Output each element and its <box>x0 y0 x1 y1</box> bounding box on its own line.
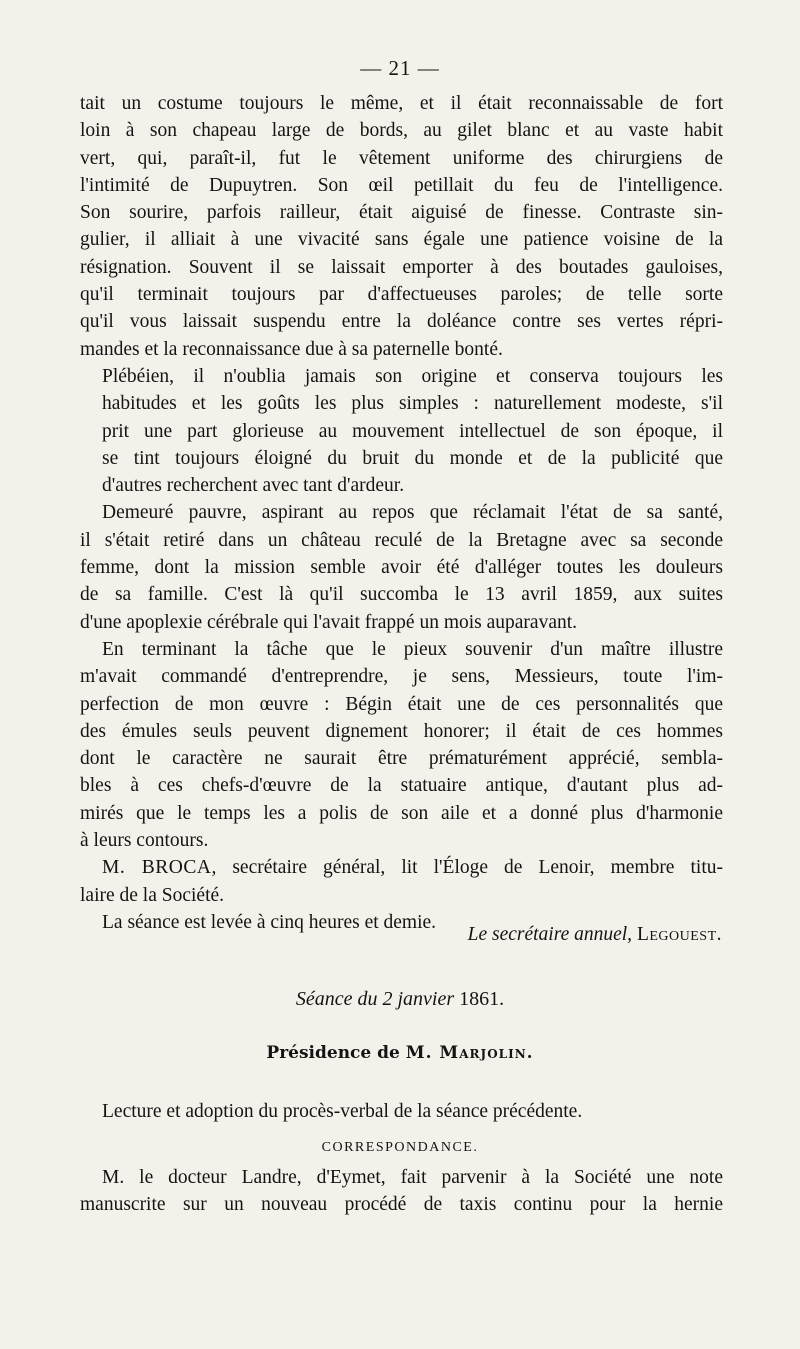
text-line: Son sourire, parfois railleur, était aiguisé de finesse. Contraste sin- <box>80 202 723 224</box>
text-line: Lecture et adoption du procès-verbal de la séance précédente. <box>102 1101 583 1122</box>
text-line: femme, dont la mission semble avoir été d'alléger toutes les douleurs <box>80 557 723 579</box>
speaker-name: M. BROCA <box>102 857 212 879</box>
minutes-text <box>80 1098 723 1125</box>
text-line: dont le caractère ne saurait être prématurément apprécié, sembla- <box>80 748 723 770</box>
session-heading <box>0 988 800 1011</box>
text-line: manuscrite sur un nouveau procédé de taxis continu pour la hernie <box>80 1194 723 1216</box>
text-line: mandes et la reconnaissance due à sa paternelle bonté. <box>80 338 503 360</box>
text-line: Plébéien, il n'oublia jamais son origine et conserva toujours les <box>102 365 723 387</box>
text-line: bles à ces chefs-d'œuvre de la statuaire antique, d'autant plus ad- <box>80 775 723 797</box>
text-line: habitudes et les goûts les plus simples : naturellement modeste, s'il <box>102 393 723 415</box>
text-line: La séance est levée à cinq heures et demie. <box>102 911 437 933</box>
text-line: Demeuré pauvre, aspirant au repos que réclamait l'état de sa santé, <box>102 502 723 524</box>
text-line: qu'il vous laissait suspendu entre la doléance contre ses vertes répri- <box>80 311 723 333</box>
signature-line <box>468 924 722 946</box>
text-line: vert, qui, paraît-il, fut le vêtement uniforme des chirurgiens de <box>80 147 723 169</box>
page-number: — 21 — <box>360 56 440 80</box>
paragraph-costume <box>80 90 723 363</box>
text-line: perfection de mon œuvre : Bégin était une de ces personnalités que <box>80 693 723 715</box>
paragraph-plebeien <box>80 363 723 499</box>
signature-role: Le secrétaire annuel, <box>467 924 633 945</box>
text-line: gulier, il alliait à une vivacité sans égale une patience voisine de la <box>80 229 723 251</box>
text-line: tait un costume toujours le même, et il était reconnaissable de fort <box>80 93 723 114</box>
text-line: l'intimité de Dupuytren. Son œil petillait du feu de l'intelligence. <box>80 174 723 196</box>
text-line: En terminant la tâche que le pieux souvenir d'un maître illustre <box>102 638 723 660</box>
paragraph-broca <box>80 854 723 909</box>
text-line: à leurs contours. <box>80 830 209 852</box>
presidency-heading <box>0 1043 800 1063</box>
text-line: il s'était retiré dans un château reculé de la Bretagne avec sa seconde <box>80 529 723 551</box>
presidency-name: M. Marjolin. <box>405 1043 534 1063</box>
text-line: d'une apoplexie cérébrale qui l'avait frappé un mois auparavant. <box>80 611 578 633</box>
text-line: de sa famille. C'est là qu'il succomba le 13 avril 1859, aux suites <box>80 584 723 606</box>
text-line: M. le docteur Landre, d'Eymet, fait parvenir à la Société une note <box>102 1167 723 1188</box>
text-line: laire de la Société. <box>80 884 225 906</box>
paragraph-en-terminant <box>80 636 723 854</box>
signature-name: Legouest. <box>636 924 722 945</box>
text-line: des émules seuls peuvent dignement honorer; il était de ces hommes <box>80 720 723 742</box>
body-text <box>80 90 723 936</box>
correspondence-heading: CORRESPONDANCE. <box>321 1140 479 1155</box>
text-line <box>80 854 723 881</box>
session-year: 1861. <box>459 988 505 1010</box>
text-line: se tint toujours éloigné du bruit du monde et de la publicité que <box>102 447 723 469</box>
text-line: prit une part glorieuse au mouvement intellectuel de son époque, il <box>102 420 723 442</box>
text-line: résignation. Souvent il se laissait emporter à des boutades gauloises, <box>80 256 723 278</box>
text-line: loin à son chapeau large de bords, au gilet blanc et au vaste habit <box>80 120 723 142</box>
text-fragment: , secrétaire général, lit l'Éloge de Lenoir, membre titu- <box>211 857 723 879</box>
text-line: d'autres recherchent avec tant d'ardeur. <box>102 475 405 497</box>
correspondence-text <box>80 1164 723 1219</box>
presidency-prefix: Présidence de <box>266 1043 400 1063</box>
text-line: mirés que le temps les a polis de son aile et a donné plus d'harmonie <box>80 802 723 824</box>
text-line: m'avait commandé d'entreprendre, je sens, Messieurs, toute l'im- <box>80 666 723 688</box>
paragraph-demeure <box>80 499 723 635</box>
text-line: qu'il terminait toujours par d'affectueuses paroles; de telle sorte <box>80 284 723 306</box>
session-date: Séance du 2 janvier <box>295 988 455 1010</box>
